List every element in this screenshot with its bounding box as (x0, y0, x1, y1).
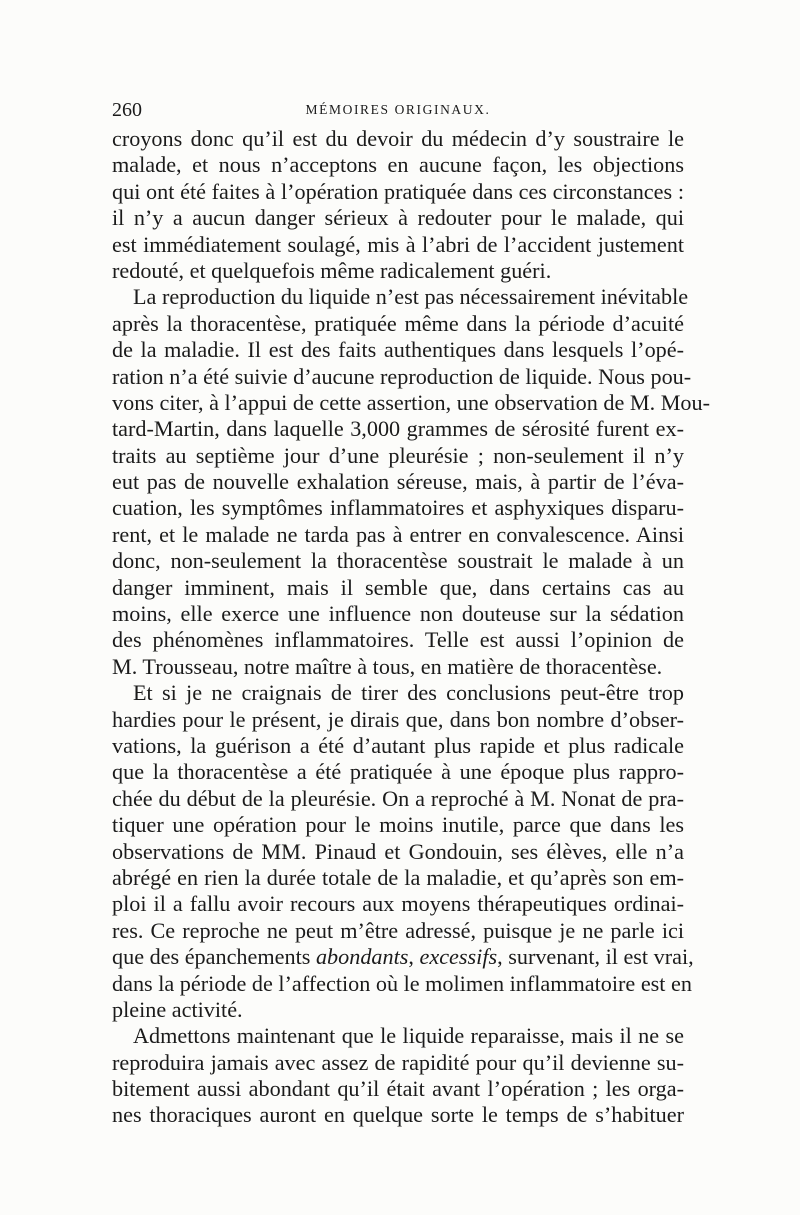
text-segment: , (408, 944, 420, 970)
text-line: dans la période de l’affection où le molimen inflammatoire est en (112, 970, 692, 996)
text-line: reproduira jamais avec assez de rapidité pour qu’il devienne su- (112, 1049, 684, 1075)
text-line: hardies pour le présent, je dirais que, dans bon nombre d’obser- (112, 706, 684, 732)
text-line: ploi il a fallu avoir recours aux moyens thérapeutiques ordinai- (112, 891, 684, 917)
text-line: moins, elle exerce une influence non douteuse sur la sédation (112, 601, 684, 627)
text-line: danger imminent, mais il semble que, dans certains cas au (112, 574, 684, 600)
text-line: tard-Martin, dans laquelle 3,000 grammes de sérosité furent ex- (112, 416, 684, 442)
text-segment: , survenant, il est vrai, (497, 944, 694, 970)
page-number: 260 (112, 99, 142, 121)
text-line: chée du début de la pleurésie. On a reproché à M. Nonat de pra- (112, 785, 684, 811)
text-line: observations de MM. Pinaud et Gondouin, ses élèves, elle n’a (112, 838, 684, 864)
text-line: des phénomènes inflammatoires. Telle est aussi l’opinion de (112, 627, 684, 653)
text-line: malade, et nous n’acceptons en aucune façon, les objections (112, 152, 684, 178)
text-line: redouté, et quelquefois même radicalement guéri. (112, 257, 552, 283)
text-line: il n’y a aucun danger sérieux à redouter pour le malade, qui (112, 205, 684, 231)
text-segment: que des épanchements (112, 944, 311, 970)
text-line: après la thoracentèse, pratiquée même dans la période d’acuité (112, 310, 684, 336)
text-line: La reproduction du liquide n’est pas nécessairement inévitable (133, 284, 689, 310)
text-line: Admettons maintenant que le liquide reparaisse, mais il ne se (133, 1023, 684, 1049)
text-line: croyons donc qu’il est du devoir du médecin d’y soustraire le (112, 126, 684, 151)
text-line: donc, non-seulement la thoracentèse soustrait le malade à un (112, 548, 684, 574)
text-line: qui ont été faites à l’opération pratiquée dans ces circonstances : (112, 178, 684, 204)
text-line: abrégé en rien la durée totale de la maladie, et qu’après son em- (112, 864, 684, 890)
text-line: que la thoracentèse a été pratiquée à une époque plus rappro- (112, 759, 684, 785)
text-line: rent, et le malade ne tarda pas à entrer en convalescence. Ainsi (112, 521, 684, 547)
text-line: cuation, les symptômes inflammatoires et asphyxiques disparu- (112, 495, 684, 521)
text-line: bitement aussi abondant qu’il était avant l’opération ; les orga- (112, 1076, 684, 1102)
emphasis-word-abondants: abondants (315, 944, 409, 970)
text-line: eut pas de nouvelle exhalation séreuse, mais, à partir de l’éva- (112, 469, 684, 495)
text-line: res. Ce reproche ne peut m’être adressé, puisque je ne parle ici (112, 917, 684, 943)
text-line: ration n’a été suivie d’aucune reproduction de liquide. Nous pou- (112, 363, 692, 389)
text-line-with-emphasis (112, 944, 694, 970)
text-line: de la maladie. Il est des faits authentiques dans lesquels l’opé- (112, 337, 684, 363)
text-line: tiquer une opération pour le moins inutile, parce que dans les (112, 812, 684, 838)
body-text (112, 126, 711, 1129)
text-line: nes thoraciques auront en quelque sorte le temps de s’habituer (112, 1102, 684, 1128)
text-line: pleine activité. (112, 996, 243, 1022)
text-line: M. Trousseau, notre maître à tous, en matière de thoracentèse. (112, 653, 663, 679)
text-line: vons citer, à l’appui de cette assertion, une observation de M. Mou- (112, 389, 711, 415)
text-line: vations, la guérison a été d’autant plus rapide et plus radicale (112, 732, 684, 758)
page-header (112, 98, 684, 122)
text-line: est immédiatement soulagé, mis à l’abri de l’accident justement (112, 231, 684, 257)
text-line: Et si je ne craignais de tirer des conclusions peut-être trop (133, 680, 684, 706)
text-line: traits au septième jour d’une pleurésie ; non-seulement il n’y (112, 442, 684, 468)
emphasis-word-excessifs: excessifs (419, 944, 498, 970)
running-title: MÉMOIRES ORIGINAUX. (305, 102, 491, 117)
